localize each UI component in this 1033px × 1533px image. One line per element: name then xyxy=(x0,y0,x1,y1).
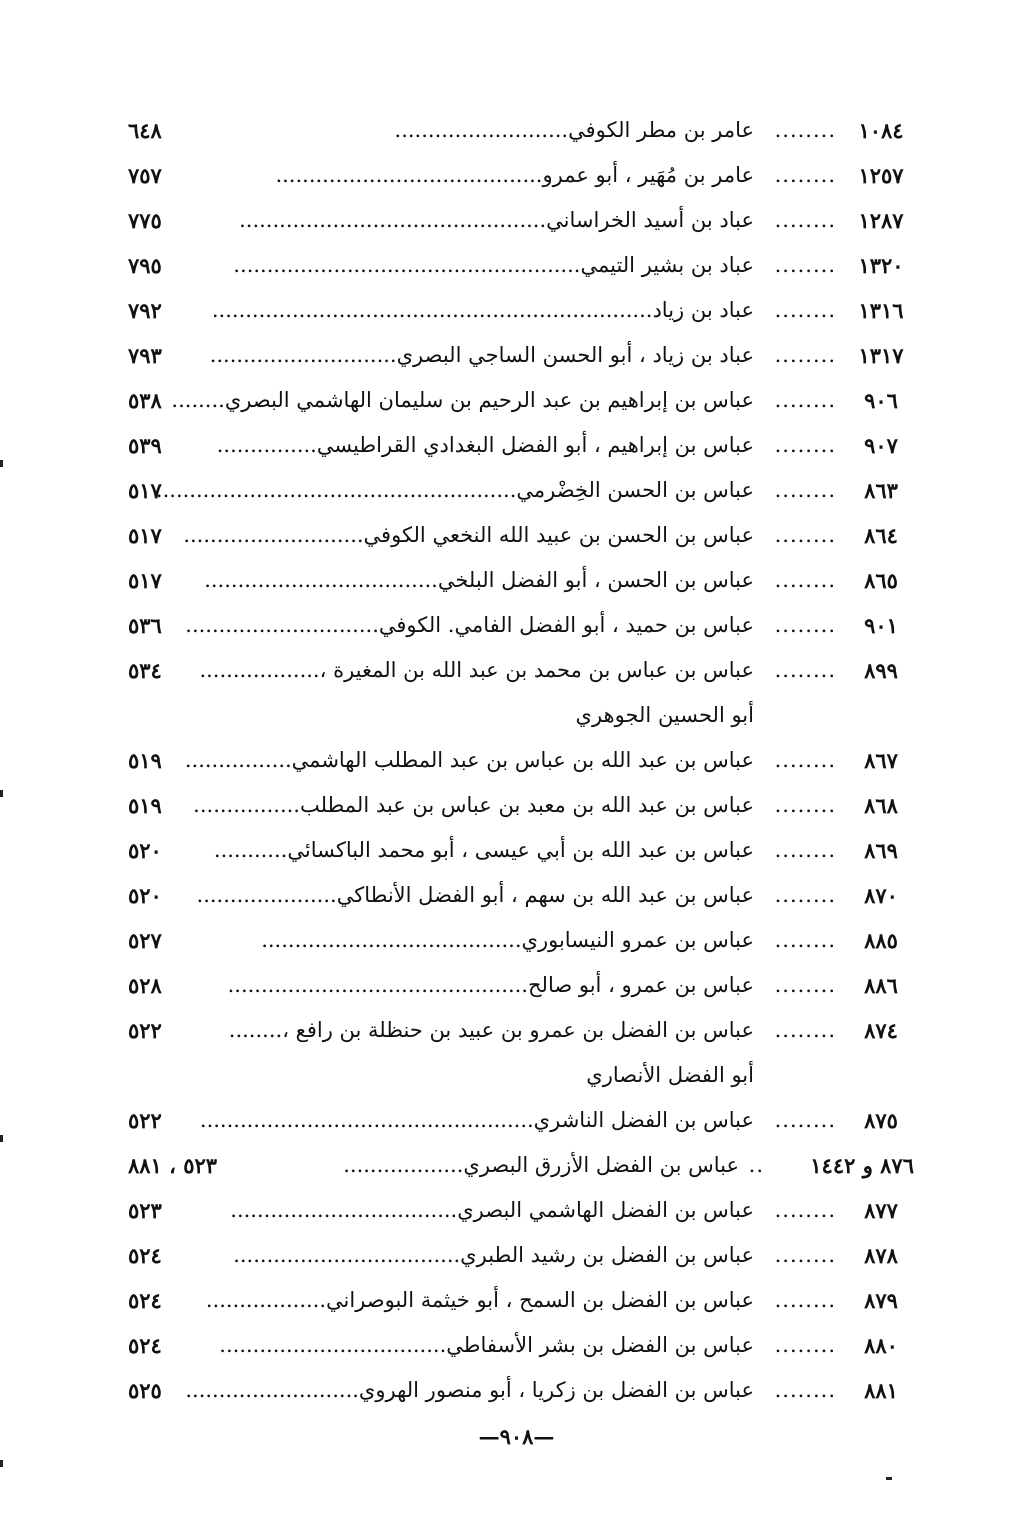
entry-name-text: عباد بن زياد xyxy=(652,298,754,322)
entry-name-text: عباد بن بشير التيمي xyxy=(580,253,754,277)
leader-dots: .................................. xyxy=(219,1333,447,1357)
leader-dots: .. xyxy=(748,1153,764,1177)
entry-number: ٨٦٨ xyxy=(864,793,898,818)
index-entry xyxy=(128,198,914,243)
entry-name xyxy=(192,1143,739,1188)
entry-number: ٨٩٩ xyxy=(864,658,898,683)
entry-name-text: عامر بن مُهَير ، أبو عمرو xyxy=(542,163,754,187)
page-reference: ٧٩٣ xyxy=(128,343,162,368)
page-reference: ٥١٧ xyxy=(128,523,162,548)
entry-name xyxy=(192,153,754,198)
entry-name xyxy=(192,918,754,963)
entry-number: ١٢٥٧ xyxy=(858,163,904,188)
page-reference: ٦٤٨ xyxy=(128,118,162,143)
entry-name xyxy=(192,288,754,333)
scan-mark xyxy=(886,1477,892,1480)
entry-number: ٨٨١ xyxy=(864,1378,898,1403)
index-entry xyxy=(128,918,914,963)
leader-dots: ........ xyxy=(774,658,836,682)
index-entry xyxy=(128,1143,914,1188)
leader-dots: .................................. xyxy=(230,1198,458,1222)
entry-number: ٨٧٩ xyxy=(864,1288,898,1313)
page-reference: ٥٢٣ ، ٨٨١ xyxy=(128,1153,218,1178)
leader-dots: ................ xyxy=(193,793,300,817)
entry-number: ١٢٨٧ xyxy=(858,208,904,233)
leader-dots: ................ xyxy=(184,748,292,772)
leader-dots: ........ xyxy=(228,1018,283,1042)
index-entry xyxy=(128,873,914,918)
page-reference: ٥٢٣ xyxy=(128,1198,162,1223)
entry-number: ٩٠٧ xyxy=(864,433,898,458)
index-entry xyxy=(128,108,914,153)
scan-mark xyxy=(0,1135,3,1142)
leader-dots: ........ xyxy=(774,568,836,592)
leader-dots: ........ xyxy=(774,928,836,952)
entry-name-text: عباس بن عبد الله بن أبي عيسى ، أبو محمد الباكسائي xyxy=(287,838,754,862)
leader-dots: ............................. xyxy=(185,613,379,637)
leader-dots: ........ xyxy=(774,1108,836,1132)
entry-name xyxy=(192,423,754,468)
leader-dots: ........ xyxy=(774,1288,836,1312)
index-entry-continuation xyxy=(128,693,914,738)
leader-dots: ........................................ xyxy=(275,163,543,187)
entry-name-text: أبو الفضل الأنصاري xyxy=(586,1063,754,1087)
index-entry xyxy=(128,1098,914,1143)
entry-name-text: عباس بن الفضل بن رشيد الطبري xyxy=(460,1243,754,1267)
leader-dots: .................. xyxy=(205,1288,327,1312)
entry-number: ٨٦٤ xyxy=(864,523,898,548)
page-reference: ٧٧٥ xyxy=(128,208,162,233)
leader-dots: ........ xyxy=(774,523,836,547)
leader-dots: ........ xyxy=(774,1333,836,1357)
entry-name-text: أبو الحسين الجوهري xyxy=(575,703,754,727)
leader-dots: ........ xyxy=(774,343,836,367)
entry-name-text: عباس بن حميد ، أبو الفضل الفامي. الكوفي xyxy=(378,613,754,637)
page-reference: ٥٢٠ xyxy=(128,838,162,863)
leader-dots: ........ xyxy=(774,208,836,232)
entry-name xyxy=(192,963,754,1008)
entry-name xyxy=(192,783,754,828)
page-reference: ٥٢٤ xyxy=(128,1288,162,1313)
entry-name xyxy=(192,1008,754,1053)
entry-name-text: عباس بن الفضل بن بشر الأسفاطي xyxy=(446,1333,754,1357)
entry-name xyxy=(185,1368,754,1413)
entry-name xyxy=(192,693,754,738)
entry-number: ١٣١٧ xyxy=(858,343,904,368)
entry-number: ٨٧٤ xyxy=(864,1018,898,1043)
leader-dots: ........ xyxy=(171,388,225,412)
entry-name-text: عباس بن عبد الله بن معبد بن عباس بن عبد المطلب xyxy=(299,793,754,817)
entry-name-text: عباس بن عمرو النيسابوري xyxy=(521,928,754,952)
index-entry xyxy=(128,738,914,783)
page-reference: ٥٣٤ xyxy=(128,658,162,683)
entry-name-text: عباس بن الحسن بن عبيد الله النخعي الكوفي xyxy=(363,523,754,547)
entry-number: ١٣١٦ xyxy=(858,298,904,323)
entry-number: ٨٧٨ xyxy=(864,1243,898,1268)
entry-number: ٨٦٣ xyxy=(864,478,898,503)
leader-dots: ............... xyxy=(216,433,317,457)
entry-name xyxy=(184,738,754,783)
index-entry xyxy=(128,828,914,873)
leader-dots: ...................................................... xyxy=(155,478,517,502)
page-reference: ٥٢٧ xyxy=(128,928,162,953)
entry-name-text: عباس بن الفضل بن عمرو بن عبيد بن حنظلة بن رافع ، xyxy=(282,1018,754,1042)
index-entry xyxy=(128,783,914,828)
page-reference: ٥٣٨ xyxy=(128,388,162,413)
entry-name xyxy=(192,828,754,873)
index-entry xyxy=(128,1188,914,1233)
leader-dots: ........ xyxy=(774,163,836,187)
page-reference: ٥١٧ xyxy=(128,478,162,503)
index-entry xyxy=(128,243,914,288)
page-reference: ٥٢٤ xyxy=(128,1243,162,1268)
leader-dots: ........... xyxy=(213,838,288,862)
entry-name-text: عباد بن أسيد الخراساني xyxy=(546,208,754,232)
entry-name xyxy=(192,1323,754,1368)
leader-dots: ........ xyxy=(774,613,836,637)
entry-name xyxy=(192,1278,754,1323)
leader-dots: ........ xyxy=(774,118,836,142)
index-entry xyxy=(128,1368,914,1413)
page-reference: ٥١٧ xyxy=(128,568,162,593)
entry-name-text: عباد بن زياد ، أبو الحسن الساجي البصري xyxy=(396,343,754,367)
entry-name xyxy=(192,1188,754,1233)
leader-dots: .................. xyxy=(343,1153,464,1177)
leader-dots: ..................... xyxy=(196,883,337,907)
leader-dots: .................................................................. xyxy=(211,298,653,322)
entry-name-text: عباس بن عبد الله بن عباس بن عبد المطلب الهاشمي xyxy=(291,748,754,772)
entry-name-text: عباس بن الفضل الأزرق البصري xyxy=(463,1153,739,1177)
entry-name-text: عباس بن الحسن ، أبو الفضل البلخي xyxy=(437,568,754,592)
leader-dots: ........ xyxy=(774,253,836,277)
leader-dots: ........ xyxy=(774,883,836,907)
scan-mark xyxy=(0,1460,3,1467)
entry-number: ٨٨٠ xyxy=(864,1333,898,1358)
entry-name-text: عباس بن إبراهيم ، أبو الفضل البغدادي القراطيسي xyxy=(316,433,754,457)
page-reference: ٧٩٥ xyxy=(128,253,162,278)
index-entry xyxy=(128,558,914,603)
index-entry xyxy=(128,1278,914,1323)
entry-name-text: عباس بن إبراهيم بن عبد الرحيم بن سليمان الهاشمي البصري xyxy=(224,388,754,412)
entry-name-text: عباس بن عبد الله بن سهم ، أبو الفضل الأنطاكي xyxy=(336,883,754,907)
page-reference: ٥٢٢ xyxy=(128,1108,162,1133)
entry-number: ٨٧٦ و ١٤٤٢ xyxy=(810,1153,914,1178)
entry-name xyxy=(192,648,754,693)
entry-name-text: عباس بن الفضل بن السمح ، أبو خيثمة البوصراني xyxy=(326,1288,754,1312)
leader-dots: ........ xyxy=(774,388,836,412)
index-entry xyxy=(128,963,914,1008)
index-entry xyxy=(128,648,914,693)
entry-number: ٨٦٩ xyxy=(864,838,898,863)
index-entry xyxy=(128,288,914,333)
entry-name-text: عباس بن عباس بن محمد بن عبد الله بن المغيرة ، xyxy=(319,658,754,682)
entry-number: ١٠٨٤ xyxy=(858,118,904,143)
index-entry xyxy=(128,378,914,423)
entry-name-text: عباس بن الحسن الخِضْرمي xyxy=(516,478,754,502)
leader-dots: ........ xyxy=(774,793,836,817)
entry-number: ٨٨٦ xyxy=(864,973,898,998)
leader-dots: .................. xyxy=(199,658,320,682)
entry-name-text: عامر بن مطر الكوفي xyxy=(568,118,754,142)
leader-dots: ........ xyxy=(774,478,836,502)
scan-mark xyxy=(0,790,3,797)
entry-name xyxy=(192,243,754,288)
leader-dots: ............................................. xyxy=(227,973,528,997)
entry-name xyxy=(155,468,754,513)
page-reference: ٥٢٤ xyxy=(128,1333,162,1358)
scan-mark xyxy=(0,460,3,467)
page-reference: ٥٣٦ xyxy=(128,613,162,638)
entry-name xyxy=(171,378,754,423)
page-reference: ٥٢٠ xyxy=(128,883,162,908)
leader-dots: ................................... xyxy=(204,568,438,592)
entry-name xyxy=(192,1233,754,1278)
leader-dots: ....................................... xyxy=(261,928,522,952)
index-entry xyxy=(128,333,914,378)
leader-dots: ............................ xyxy=(209,343,397,367)
page-reference: ٥٢٨ xyxy=(128,973,162,998)
leader-dots: .......................... xyxy=(394,118,569,142)
entry-name xyxy=(183,513,754,558)
entry-number: ٨٧٠ xyxy=(864,883,898,908)
leader-dots: ........ xyxy=(774,748,836,772)
page-reference: ٧٩٢ xyxy=(128,298,162,323)
leader-dots: .......................... xyxy=(185,1378,359,1402)
entry-number: ٨٦٥ xyxy=(864,568,898,593)
index-entry xyxy=(128,153,914,198)
index-entry xyxy=(128,1233,914,1278)
page-reference: ٥٣٩ xyxy=(128,433,162,458)
index-entry xyxy=(128,603,914,648)
leader-dots: ........ xyxy=(774,433,836,457)
page-reference: ٥٢٢ xyxy=(128,1018,162,1043)
leader-dots: .................................................... xyxy=(233,253,581,277)
leader-dots: .................................................. xyxy=(199,1108,534,1132)
entry-name xyxy=(192,1053,754,1098)
entry-number: ٩٠٦ xyxy=(864,388,898,413)
leader-dots: ........ xyxy=(774,1198,836,1222)
entry-name xyxy=(192,873,754,918)
leader-dots: .............................................. xyxy=(239,208,547,232)
index-list xyxy=(128,108,914,1413)
page-reference: ٥٢٥ xyxy=(128,1378,162,1403)
index-entry-continuation xyxy=(128,1053,914,1098)
entry-name xyxy=(192,558,754,603)
index-entry xyxy=(128,513,914,558)
entry-name-text: عباس بن عمرو ، أبو صالح xyxy=(528,973,754,997)
leader-dots: ........ xyxy=(774,1018,836,1042)
leader-dots: ........ xyxy=(774,1243,836,1267)
entry-number: ٨٧٥ xyxy=(864,1108,898,1133)
index-entry xyxy=(128,1008,914,1053)
entry-name-text: عباس بن الفضل الناشري xyxy=(533,1108,754,1132)
leader-dots: ........................... xyxy=(183,523,364,547)
entry-name xyxy=(192,1098,754,1143)
index-entry xyxy=(128,423,914,468)
entry-name xyxy=(192,198,754,243)
entry-name xyxy=(192,108,754,153)
entry-number: ٨٦٧ xyxy=(864,748,898,773)
entry-name-text: عباس بن الفضل الهاشمي البصري xyxy=(457,1198,754,1222)
entry-name xyxy=(192,333,754,378)
index-entry xyxy=(128,468,914,513)
entry-number: ١٣٢٠ xyxy=(858,253,904,278)
page-reference: ٧٥٧ xyxy=(128,163,162,188)
page-reference: ٥١٩ xyxy=(128,748,162,773)
entry-number: ٨٧٧ xyxy=(864,1198,898,1223)
leader-dots: ........ xyxy=(774,838,836,862)
page-number: —٩٠٨— xyxy=(478,1424,555,1449)
page-reference: ٥١٩ xyxy=(128,793,162,818)
leader-dots: ........ xyxy=(774,298,836,322)
leader-dots: ........ xyxy=(774,973,836,997)
index-entry xyxy=(128,1323,914,1368)
leader-dots: ........ xyxy=(774,1378,836,1402)
entry-number: ٩٠١ xyxy=(864,613,898,638)
entry-number: ٨٨٥ xyxy=(864,928,898,953)
entry-name-text: عباس بن الفضل بن زكريا ، أبو منصور الهروي xyxy=(358,1378,754,1402)
leader-dots: .................................. xyxy=(233,1243,461,1267)
entry-name xyxy=(185,603,754,648)
